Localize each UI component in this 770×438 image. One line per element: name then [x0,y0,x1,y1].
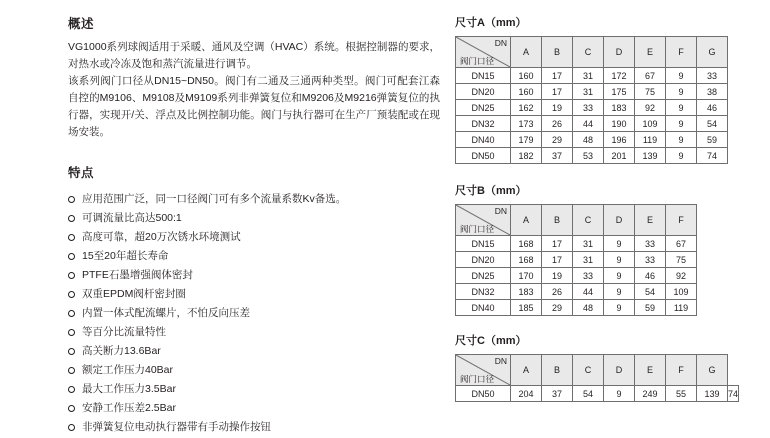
bullet-icon [68,424,75,431]
table-cell: 179 [511,132,542,148]
list-item [68,362,440,379]
bullet-icon [68,215,75,222]
table-row [456,268,697,284]
table-cell: 31 [573,252,604,268]
table-cell: 9 [666,84,697,100]
table-cell: 9 [666,116,697,132]
table-row [456,386,739,402]
bullet-icon [68,386,75,393]
row-label: DN20 [456,84,511,100]
feature-label: 双重EPDM阀杆密封圈 [82,288,186,300]
bullet-icon [68,405,75,412]
table-cell: 19 [542,268,573,284]
table-cell: 9 [604,386,635,402]
column-header: E [635,355,666,386]
feature-label: 高度可靠，超20万次锈水环境测试 [82,231,241,243]
column-header: C [573,37,604,68]
bullet-icon [68,272,75,279]
feature-label: 等百分比流量特性 [82,326,166,338]
table-cell: 9 [666,100,697,116]
bullet-icon [68,310,75,317]
feature-label: 应用范围广泛，同一口径阀门可有多个流量系数Kv备选。 [82,193,347,205]
table-cell: 48 [573,132,604,148]
table-cell: 26 [542,116,573,132]
table-cell: 9 [604,300,635,316]
table-cell: 17 [542,252,573,268]
table-corner-cell [456,205,511,236]
table-cell: 160 [511,84,542,100]
table-cell: 75 [666,252,697,268]
table-cell: 54 [697,116,728,132]
corner-bottom-label: 阀门口径 [460,56,495,66]
table-cell: 74 [728,386,739,402]
bullet-icon [68,291,75,298]
column-header: C [573,205,604,236]
table-cell: 33 [635,236,666,252]
table-header-row [456,37,728,68]
corner-top-label: DN [494,206,507,216]
table-cell: 9 [604,252,635,268]
table-cell: 31 [573,236,604,252]
row-label: DN40 [456,132,511,148]
row-label: DN32 [456,284,511,300]
table-corner-cell [456,37,511,68]
row-label: DN50 [456,386,511,402]
table-cell: 33 [573,268,604,284]
table-cell: 31 [573,84,604,100]
table-header-row [456,355,739,386]
column-header: E [635,37,666,68]
table-cell: 183 [511,284,542,300]
table-cell: 31 [573,68,604,84]
column-header: F [666,205,697,236]
overview-paragraph: 该系列阀门口径从DN15~DN50。阀门有二通及三通两种类型。阀门可配套江森自控的M9106、M9108及M9109系列非弹簧复位和M9206及M9216弹簧复位的执行器，实现开/关、浮点及比例控制功能。阀门与执行器可在生产厂预装配或在现场安装。 [68,75,440,138]
table-cell: 74 [697,148,728,164]
row-label: DN15 [456,236,511,252]
table-cell: 19 [542,100,573,116]
column-header: D [604,37,635,68]
table-cell: 37 [542,386,573,402]
table-cell: 59 [697,132,728,148]
table-row [456,148,728,164]
table-cell: 170 [511,268,542,284]
table-cell: 249 [635,386,666,402]
features-list [68,191,440,436]
table-row [456,132,728,148]
feature-label: 额定工作压力40Bar [82,364,174,376]
table-cell: 46 [635,268,666,284]
table-cell: 55 [666,386,697,402]
list-item [68,191,440,208]
table-cell: 175 [604,84,635,100]
table-cell: 185 [511,300,542,316]
table-cell: 54 [635,284,666,300]
corner-bottom-label: 阀门口径 [460,374,495,384]
table-cell: 9 [666,132,697,148]
feature-label: 非弹簧复位电动执行器带有手动操作按钮 [82,421,271,433]
table-cell: 29 [542,300,573,316]
bullet-icon [68,367,75,374]
row-label: DN50 [456,148,511,164]
table-cell: 196 [604,132,635,148]
row-label: DN15 [456,68,511,84]
corner-top-label: DN [494,356,507,366]
table-cell: 9 [604,236,635,252]
column-header: A [511,37,542,68]
table-cell: 38 [697,84,728,100]
overview-paragraph: VG1000系列球阀适用于采暖、通风及空调（HVAC）系统。根据控制器的要求，对热水或冷冻及饱和蒸汽流量进行调节。 [68,41,440,70]
table-cell: 119 [666,300,697,316]
table-cell: 173 [511,116,542,132]
table-cell: 204 [511,386,542,402]
list-item [68,400,440,417]
column-header: A [511,355,542,386]
list-item [68,419,440,436]
table-cell: 92 [635,100,666,116]
table-cell: 183 [604,100,635,116]
table-row [456,252,697,268]
table-cell: 92 [666,268,697,284]
bullet-icon [68,329,75,336]
table-cell: 17 [542,236,573,252]
table-header-row [456,205,697,236]
table-cell: 53 [573,148,604,164]
table-cell: 33 [697,68,728,84]
feature-label: 可调流量比高达500:1 [82,212,182,224]
right-column [455,14,755,402]
list-item [68,305,440,322]
column-header: D [604,355,635,386]
table-cell: 26 [542,284,573,300]
table-cell: 109 [666,284,697,300]
list-item [68,248,440,265]
table-row [456,116,728,132]
column-header: F [666,355,697,386]
table-cell: 33 [573,100,604,116]
table-cell: 29 [542,132,573,148]
row-label: DN20 [456,252,511,268]
list-item [68,343,440,360]
row-label: DN25 [456,100,511,116]
table-row [456,68,728,84]
table-dimension-a [455,36,728,164]
table-cell: 162 [511,100,542,116]
row-label: DN32 [456,116,511,132]
table-cell: 168 [511,236,542,252]
row-label: DN25 [456,268,511,284]
table-cell: 9 [666,148,697,164]
corner-top-label: DN [494,38,507,48]
table-cell: 201 [604,148,635,164]
table-cell: 139 [635,148,666,164]
table-cell: 59 [635,300,666,316]
column-header: G [697,37,728,68]
table-cell: 172 [604,68,635,84]
table-cell: 54 [573,386,604,402]
left-column [68,14,440,438]
overview-body [68,39,440,141]
list-item [68,210,440,227]
table-cell: 139 [697,386,728,402]
table-cell: 168 [511,252,542,268]
table-cell: 67 [666,236,697,252]
table-cell: 75 [635,84,666,100]
table-cell: 109 [635,116,666,132]
table-dimension-b [455,204,697,316]
bullet-icon [68,348,75,355]
table-cell: 37 [542,148,573,164]
table-cell: 17 [542,84,573,100]
table-row [456,236,697,252]
list-item [68,229,440,246]
table-row [456,300,697,316]
list-item [68,324,440,341]
table-cell: 17 [542,68,573,84]
table-cell: 182 [511,148,542,164]
column-header: C [573,355,604,386]
table-cell: 48 [573,300,604,316]
table-cell: 9 [666,68,697,84]
table-cell: 44 [573,116,604,132]
table-cell: 119 [635,132,666,148]
table-a-title: 尺寸A（mm） [455,17,527,29]
feature-label: 高关断力13.6Bar [82,345,161,357]
column-header: F [666,37,697,68]
table-cell: 160 [511,68,542,84]
row-label: DN40 [456,300,511,316]
list-item [68,381,440,398]
table-cell: 190 [604,116,635,132]
table-cell: 44 [573,284,604,300]
list-item [68,286,440,303]
feature-label: PTFE石墨增强阀体密封 [82,269,193,281]
table-b-title: 尺寸B（mm） [455,185,527,197]
column-header: E [635,205,666,236]
bullet-icon [68,234,75,241]
column-header: B [542,37,573,68]
table-corner-cell [456,355,511,386]
table-row [456,100,728,116]
table-row [456,84,728,100]
table-cell: 33 [635,252,666,268]
column-header: G [697,355,728,386]
table-cell: 67 [635,68,666,84]
table-cell: 9 [604,284,635,300]
feature-label: 内置一体式配流螺片，不怕反向压差 [82,307,250,319]
bullet-icon [68,253,75,260]
table-dimension-c [455,354,739,402]
table-row [456,284,697,300]
table-cell: 46 [697,100,728,116]
feature-label: 安静工作压差2.5Bar [82,402,176,414]
features-title: 特点 [68,166,95,180]
overview-title: 概述 [68,17,95,31]
feature-label: 15至20年超长寿命 [82,250,169,262]
feature-label: 最大工作压力3.5Bar [82,383,176,395]
table-cell: 9 [604,268,635,284]
bullet-icon [68,196,75,203]
column-header: D [604,205,635,236]
list-item [68,267,440,284]
corner-bottom-label: 阀门口径 [460,224,495,234]
column-header: B [542,355,573,386]
column-header: A [511,205,542,236]
table-c-title: 尺寸C（mm） [455,335,527,347]
column-header: B [542,205,573,236]
